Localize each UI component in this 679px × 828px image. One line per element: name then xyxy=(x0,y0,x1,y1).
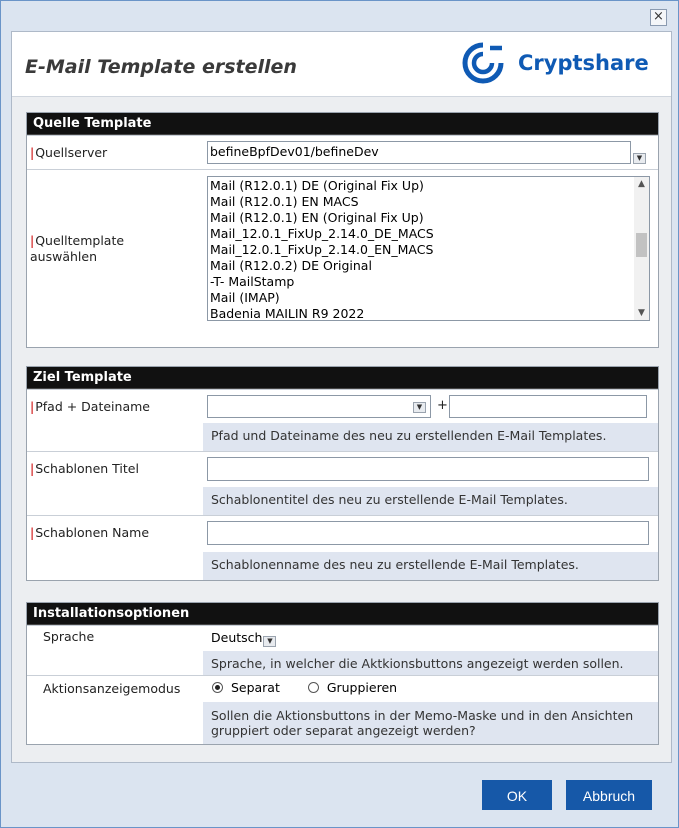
template-list-item[interactable]: Mail (IMAP) xyxy=(210,290,280,305)
cancel-button[interactable]: Abbruch xyxy=(566,780,652,810)
language-select-value: Deutsch xyxy=(211,630,263,645)
required-marker: | xyxy=(30,145,35,160)
listbox-scrollbar[interactable] xyxy=(634,177,649,320)
install-section xyxy=(26,602,659,745)
source-server-input[interactable]: befineBpfDev01/befineDev xyxy=(207,141,631,164)
dialog-header xyxy=(12,32,671,97)
cryptshare-logo xyxy=(460,40,660,86)
source-server-row xyxy=(27,135,658,170)
target-title-hint: Schablonentitel des neu zu erstellende E-Mail Templates. xyxy=(203,487,658,515)
target-title-row xyxy=(27,451,658,516)
title-bar xyxy=(1,1,678,31)
plus-sign: + xyxy=(437,398,448,413)
scroll-up-icon[interactable]: ▲ xyxy=(638,179,645,189)
target-path-label-text: Pfad + Dateiname xyxy=(35,399,150,414)
template-list-item[interactable]: Mail_12.0.1_FixUp_2.14.0_DE_MACS xyxy=(210,226,434,241)
source-template-label xyxy=(30,233,124,265)
target-path-hint: Pfad und Dateiname des neu zu erstellenden E-Mail Templates. xyxy=(203,423,658,451)
mode-option-gruppieren-label: Gruppieren xyxy=(326,680,398,695)
source-template-label-line1: Quelltemplate xyxy=(35,233,125,248)
scroll-down-icon[interactable]: ▼ xyxy=(638,308,645,318)
install-mode-hint-line2: gruppiert oder separat angezeigt werden? xyxy=(211,723,476,738)
mode-radio-group xyxy=(212,680,397,695)
mode-option-separat[interactable] xyxy=(212,680,280,695)
source-template-list xyxy=(208,178,434,321)
target-name-input[interactable] xyxy=(207,521,649,545)
install-language-hint: Sprache, in welcher die Aktkionsbuttons angezeigt werden sollen. xyxy=(203,651,658,676)
logo-text: Cryptshare xyxy=(518,51,649,75)
radio-gruppieren[interactable] xyxy=(308,682,319,693)
install-mode-row xyxy=(27,675,658,745)
required-marker: | xyxy=(30,461,35,476)
scrollbar-thumb[interactable] xyxy=(636,233,647,257)
template-list-item[interactable]: Badenia MAILIN R9 2022 xyxy=(210,306,365,321)
install-section-header: Installationsoptionen xyxy=(27,603,658,625)
template-list-item[interactable]: Mail (R12.0.1) EN (Original Fix Up) xyxy=(210,210,424,225)
dialog-content xyxy=(12,97,671,762)
mode-option-separat-label: Separat xyxy=(230,680,280,695)
target-path-label xyxy=(30,399,150,414)
required-marker: | xyxy=(30,399,35,414)
target-path-select[interactable] xyxy=(207,395,431,418)
target-title-label-text: Schablonen Titel xyxy=(35,461,139,476)
template-list-item[interactable]: Mail (R12.0.2) DE Original xyxy=(210,258,372,273)
page-title: E-Mail Template erstellen xyxy=(25,56,297,78)
template-list-item[interactable]: Mail (R12.0.1) DE (Original Fix Up) xyxy=(210,178,424,193)
language-dropdown-button[interactable]: ▼ xyxy=(263,636,276,647)
language-select[interactable] xyxy=(211,630,275,646)
source-server-label-text: Quellserver xyxy=(35,145,108,160)
close-button[interactable]: × xyxy=(650,9,667,26)
target-title-input[interactable] xyxy=(207,457,649,481)
template-list-item[interactable]: Mail_12.0.1_FixUp_2.14.0_EN_MACS xyxy=(210,242,434,257)
target-path-dropdown-button[interactable]: ▼ xyxy=(413,402,426,413)
required-marker: | xyxy=(30,525,35,540)
template-list-item[interactable]: Mail (R12.0.1) EN MACS xyxy=(210,194,359,209)
template-list-item[interactable]: -T- MailStamp xyxy=(210,274,295,289)
target-section xyxy=(26,366,659,581)
install-language-label: Sprache xyxy=(43,629,95,644)
source-server-label xyxy=(30,145,107,160)
target-name-row xyxy=(27,515,658,581)
target-name-hint: Schablonenname des neu zu erstellende E-Mail Templates. xyxy=(203,552,658,580)
source-section xyxy=(26,112,659,348)
target-title-label xyxy=(30,461,139,476)
target-name-label-text: Schablonen Name xyxy=(35,525,150,540)
target-filename-input[interactable] xyxy=(449,395,647,418)
target-section-header: Ziel Template xyxy=(27,367,658,389)
cryptshare-logo-icon xyxy=(460,40,506,86)
install-mode-hint xyxy=(203,702,658,744)
ok-button[interactable]: OK xyxy=(482,780,552,810)
dialog-panel xyxy=(11,31,672,763)
install-mode-hint-line1: Sollen die Aktionsbuttons in der Memo-Maske und in den Ansichten xyxy=(211,708,634,723)
source-server-dropdown-button[interactable]: ▼ xyxy=(633,153,646,164)
target-path-row xyxy=(27,389,658,452)
radio-separat[interactable] xyxy=(212,682,223,693)
target-name-label xyxy=(30,525,149,540)
source-template-row xyxy=(27,169,658,348)
source-section-header: Quelle Template xyxy=(27,113,658,135)
required-marker: | xyxy=(30,233,35,248)
install-mode-label: Aktionsanzeigemodus xyxy=(43,681,181,696)
install-language-row xyxy=(27,625,658,676)
source-template-listbox[interactable] xyxy=(207,176,650,321)
mode-option-gruppieren[interactable] xyxy=(308,680,397,695)
source-template-label-line2: auswählen xyxy=(30,249,97,264)
